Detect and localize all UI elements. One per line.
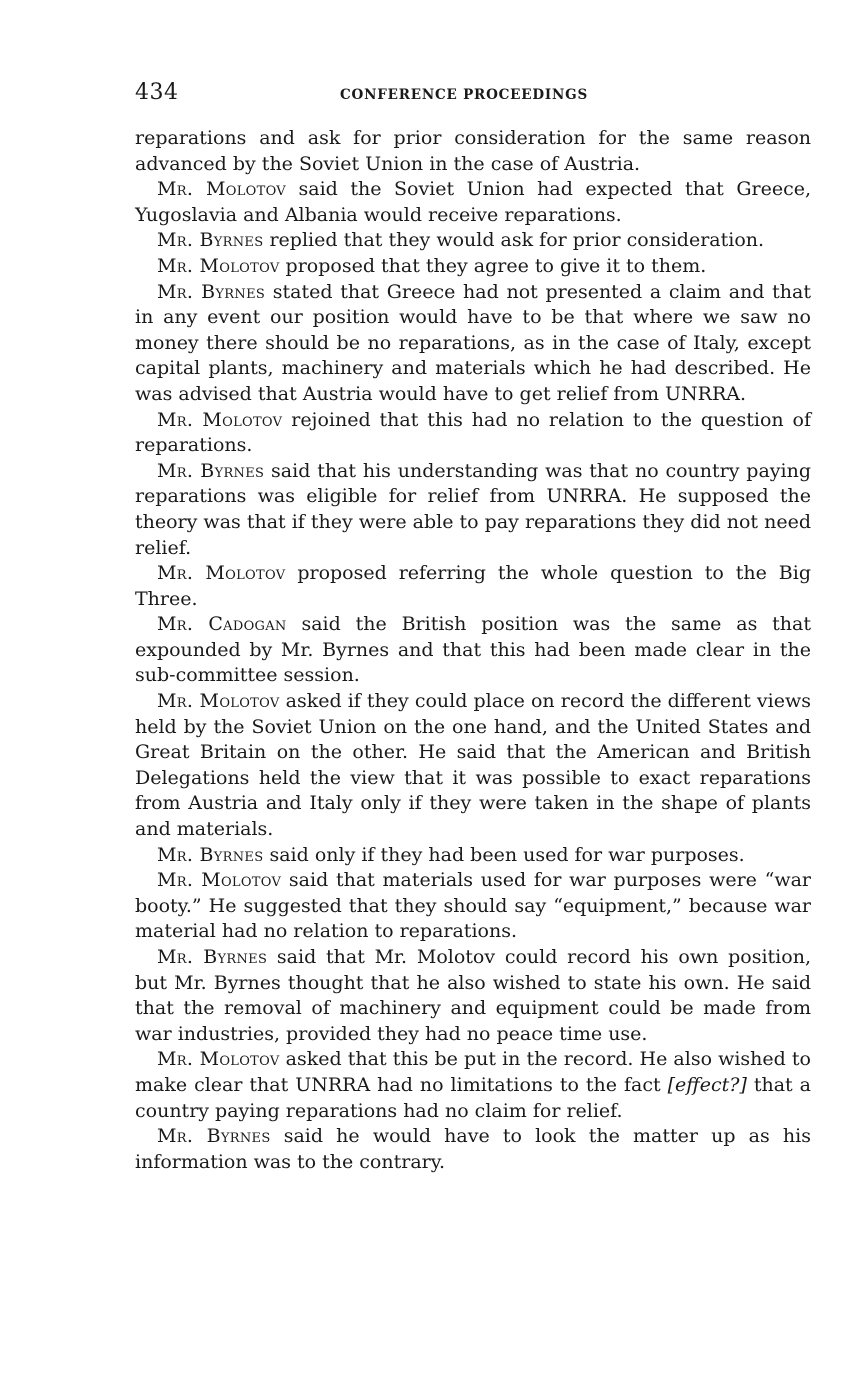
speaker-name: Mr. Molotov — [157, 1048, 280, 1071]
paragraph-text: said only if they had been used for war purposes. — [263, 843, 745, 866]
paragraph-continuation — [135, 126, 811, 177]
paragraph-molotov-7 — [135, 1047, 811, 1124]
speaker-name: Mr. Byrnes — [157, 946, 268, 968]
speaker-name: Mr. Byrnes — [157, 459, 265, 482]
paragraph-byrnes-1 — [135, 228, 811, 254]
speaker-name: Mr. Molotov — [157, 690, 280, 713]
paragraph-byrnes-3 — [135, 459, 811, 561]
paragraph-byrnes-5 — [135, 945, 811, 1047]
speaker-name: Mr. Cadogan — [157, 613, 287, 636]
paragraph-text: said he would have to look the matter up as his information was to the contrary. — [135, 1125, 811, 1173]
paragraph-text: that a country paying reparations had no claim for relief. — [135, 1073, 811, 1122]
paragraph-text: proposed referring the whole question to the Big Three. — [135, 562, 812, 610]
paragraph-text: asked if they could place on record the different views held by the Soviet Union on the one hand, and the United States and Great Britain on the other. He said that the American and British Delegations held the view that it was possible to exact reparations from Austria and Italy only if they were taken in the shape of plants and materials. — [135, 690, 811, 841]
paragraph-text: asked that this be put in the record. He also wished to make clear that UNRRA had no limitations to the fact — [135, 1048, 811, 1096]
paragraph-cadogan-1 — [135, 612, 811, 689]
paragraph-text: rejoined that this had no relation to the question of reparations. — [135, 408, 811, 457]
paragraph-byrnes-2 — [135, 280, 811, 408]
paragraph-text: said the British position was the same as that expounded by Mr. Byrnes and that this had been made clear in the sub-committee session. — [135, 613, 812, 687]
speaker-name: Mr. Byrnes — [157, 843, 264, 866]
paragraph-molotov-2 — [135, 254, 811, 280]
page-number: 434 — [135, 80, 179, 105]
paragraph-text: replied that they would ask for prior consideration. — [263, 229, 765, 252]
paragraph-text: reparations and ask for prior consideration for the same reason advanced by the Soviet Union in the case of Austria. — [135, 127, 811, 175]
speaker-name: Mr. Molotov — [157, 178, 286, 201]
paragraph-text: said that his understanding was that no country paying reparations was eligible for relief from UNRRA. He supposed the theory was that if they were able to pay reparations they did not need relief. — [135, 459, 811, 559]
speaker-name: Mr. Byrnes — [157, 280, 266, 303]
paragraph-byrnes-6 — [135, 1124, 811, 1175]
speaker-name: Mr. Molotov — [157, 408, 283, 431]
speaker-name: Mr. Molotov — [157, 869, 282, 892]
paragraph-text: said that Mr. Molotov could record his own position, but Mr. Byrnes thought that he also wished to state his own. He said that the removal of machinery and equipment could be made from war industries, provided they had no peace time use. — [135, 946, 811, 1045]
document-page — [135, 80, 811, 1175]
paragraph-molotov-5 — [135, 689, 811, 843]
paragraph-molotov-6 — [135, 868, 811, 945]
paragraph-molotov-3 — [135, 408, 811, 459]
paragraph-molotov-1 — [135, 177, 811, 228]
paragraph-text: said the Soviet Union had expected that Greece, Yugoslavia and Albania would receive reparations. — [135, 178, 812, 226]
paragraph-text: said that materials used for war purposes were “war booty.” He suggested that they should say “equipment,” because war material had no relation to reparations. — [135, 869, 812, 943]
page-header — [135, 80, 811, 112]
paragraph-molotov-4 — [135, 561, 811, 612]
paragraph-text: stated that Greece had not presented a claim and that in any event our position would have to be that where we saw no money there should be no reparations, as in the case of Italy, except capital plants, machinery and materials which he had described. He was advised that Austria would have to get relief from UNRRA. — [135, 280, 811, 405]
speaker-name: Mr. Byrnes — [157, 229, 264, 252]
paragraph-byrnes-4 — [135, 843, 811, 869]
editorial-insertion: [effect?] — [667, 1073, 747, 1096]
speaker-name: Mr. Byrnes — [157, 1125, 271, 1148]
paragraph-text: proposed that they agree to give it to them. — [279, 254, 707, 277]
speaker-name: Mr. Molotov — [157, 562, 286, 585]
running-head: CONFERENCE PROCEEDINGS — [340, 87, 588, 103]
speaker-name: Mr. Molotov — [157, 254, 280, 277]
